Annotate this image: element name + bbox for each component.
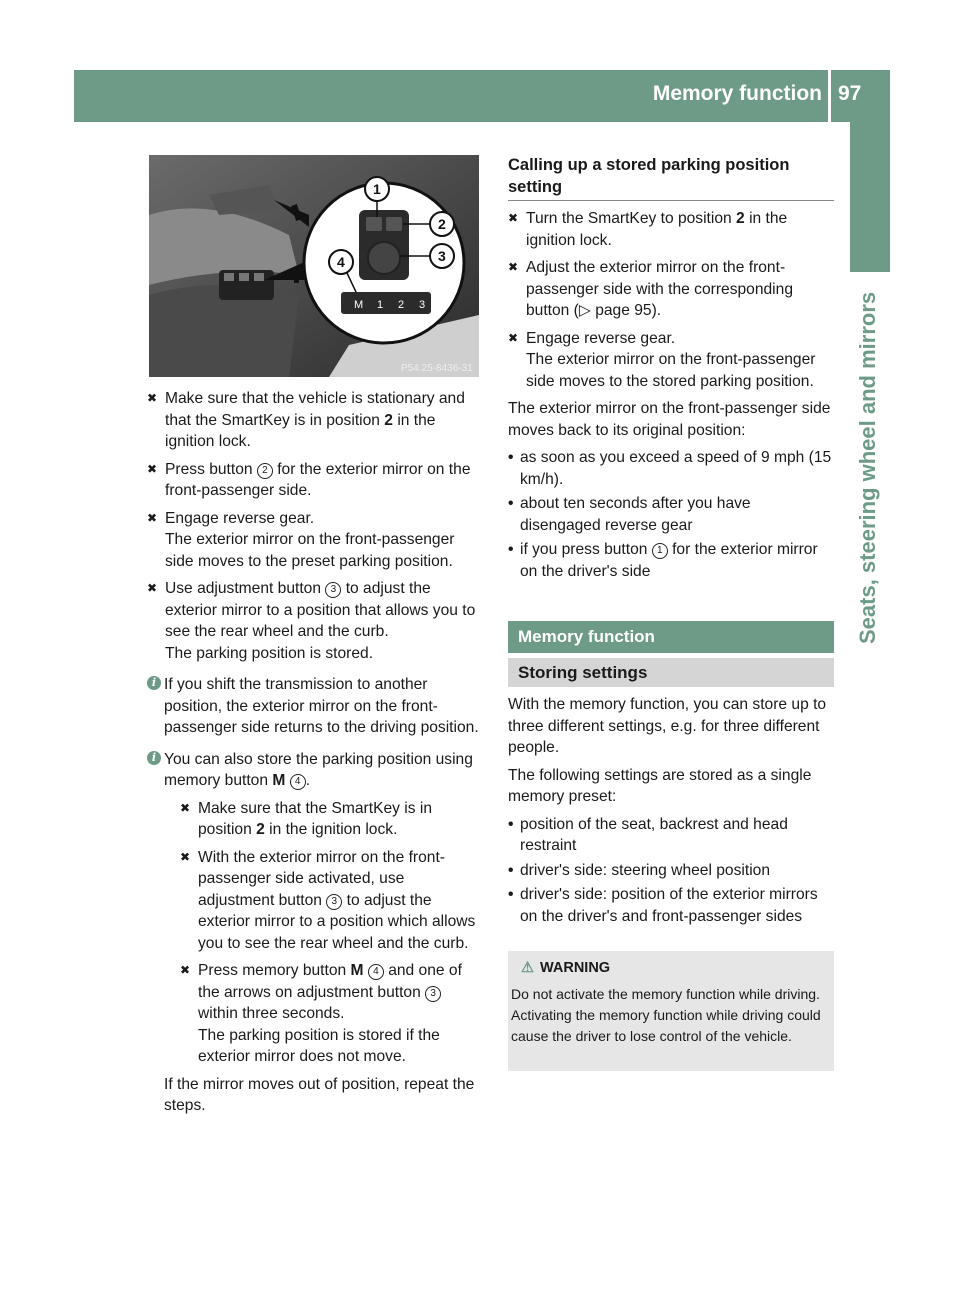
paragraph: The exterior mirror on the front-passenger side moves back to its original position:	[508, 400, 831, 439]
arrow-icon: ✖	[147, 510, 158, 525]
bullet-icon: •	[508, 861, 514, 879]
step-item: ✖ Adjust the exterior mirror on the front-passenger side with the corresponding button (▷ page 95).	[508, 259, 793, 319]
bullet-icon: •	[508, 449, 514, 466]
step-item: ✖ Engage reverse gear. The exterior mirror on the front-passenger side moves to the preset parking position.	[147, 509, 455, 570]
circled-number: 3	[325, 582, 341, 598]
step-item: ✖ Use adjustment button 3 to adjust the exterior mirror to a position that allows you to see the rear wheel and the curb. The parking position is stored.	[147, 580, 476, 662]
info-note: i If you shift the transmission to another position, the exterior mirror on the front-passenger side returns to the driving position.	[147, 674, 483, 739]
photo-button-3: 3	[419, 299, 426, 311]
info-icon: i	[147, 751, 161, 765]
chapter-label: Seats, steering wheel and mirrors	[855, 292, 880, 645]
arrow-icon: ✖	[180, 849, 191, 864]
page-ref[interactable]: ▷ page 95	[578, 302, 652, 319]
circled-number: 2	[257, 463, 273, 479]
substep-item: ✖ Make sure that the SmartKey is in position 2 in the ignition lock.	[180, 799, 433, 838]
photo-button-m: M	[354, 299, 364, 311]
warning-title: ⚠ WARNING	[521, 960, 611, 976]
warning-box	[508, 951, 834, 1071]
footer-text: If the mirror moves out of position, repeat the steps.	[164, 1075, 475, 1114]
circled-number: 4	[290, 774, 306, 790]
subsection-bar: Storing settings	[508, 658, 834, 687]
section-bar: Memory function	[508, 621, 834, 653]
substep-item: ✖ Press memory button M 4 and one of the arrows on adjustment button 3 within three seconds. The parking position is stored if the exterior mirror does not move.	[180, 962, 462, 1065]
paragraph: The following settings are stored as a single memory preset:	[508, 766, 812, 805]
page-title: Memory function	[652, 82, 822, 105]
side-tab	[850, 122, 890, 272]
bullet-item: • as soon as you exceed a speed of 9 mph (15 km/h).	[508, 449, 832, 488]
info-note: i You can also store the parking position using memory button M 4 .	[147, 749, 483, 792]
bullet-icon: •	[508, 886, 514, 903]
arrow-icon: ✖	[508, 211, 519, 225]
circled-number: 1	[652, 543, 668, 559]
step-item: ✖ Make sure that the vehicle is stationary and that the SmartKey is in position 2 in the ignition lock.	[147, 390, 465, 450]
arrow-icon: ✖	[147, 391, 158, 405]
bullet-icon: •	[508, 495, 514, 512]
callout-4: 4	[337, 254, 345, 270]
header-separator	[828, 70, 831, 122]
arrow-icon: ✖	[180, 800, 191, 815]
door-control-photo	[149, 155, 479, 377]
arrow-icon: ✖	[180, 963, 191, 977]
step-item: ✖ Turn the SmartKey to position 2 in the ignition lock.	[508, 210, 788, 249]
warning-icon: ⚠	[521, 960, 534, 976]
paragraph: With the memory function, you can store up to three different settings, e.g. for three different people.	[508, 696, 827, 756]
step-item: ✖ Engage reverse gear. The exterior mirror on the front-passenger side moves to the stored parking position.	[508, 329, 816, 390]
arrow-icon: ✖	[147, 461, 158, 476]
arrow-icon: ✖	[508, 330, 519, 345]
circled-number: 3	[425, 986, 441, 1002]
circled-number: 4	[368, 964, 384, 980]
info-icon: i	[147, 676, 161, 690]
photo-button-2: 2	[398, 299, 405, 311]
step-item: ✖ Press button 2 for the exterior mirror on the front-passenger side.	[147, 460, 471, 499]
warning-text: Do not activate the memory function while driving. Activating the memory function while driving could cause the driver to lose control of the vehicle.	[511, 986, 821, 1044]
substep-item: ✖ With the exterior mirror on the front-passenger side activated, use adjustment button 3 to adjust the exterior mirror to a position which allows you to see the rear wheel and the curb.	[180, 848, 476, 952]
bullet-item: • about ten seconds after you have disengaged reverse gear	[508, 495, 751, 534]
heading-rule	[508, 200, 834, 201]
arrow-icon: ✖	[147, 581, 158, 595]
bullet-item: • position of the seat, backrest and head restraint	[508, 815, 788, 854]
storing-settings-body	[508, 694, 834, 930]
bullet-icon: •	[508, 541, 514, 558]
bullet-item: • driver's side: position of the exterior mirrors on the driver's and front-passenger sides	[508, 886, 818, 925]
calling-heading: Calling up a stored parking position setting	[508, 156, 790, 196]
callout-2: 2	[438, 216, 446, 232]
bullet-item: • driver's side: steering wheel position	[508, 860, 834, 882]
photo-button-1: 1	[377, 299, 384, 311]
bullet-item: • if you press button 1 for the exterior mirror on the driver's side	[508, 541, 818, 580]
photo-code: P54.25-8436-31	[401, 363, 473, 374]
circled-number: 3	[326, 894, 342, 910]
page-number: 97	[838, 82, 862, 105]
right-column	[508, 208, 834, 585]
callout-1: 1	[373, 181, 381, 197]
bullet-icon: •	[508, 815, 514, 833]
callout-3: 3	[438, 248, 446, 264]
arrow-icon: ✖	[508, 260, 519, 274]
left-column	[147, 388, 483, 1123]
